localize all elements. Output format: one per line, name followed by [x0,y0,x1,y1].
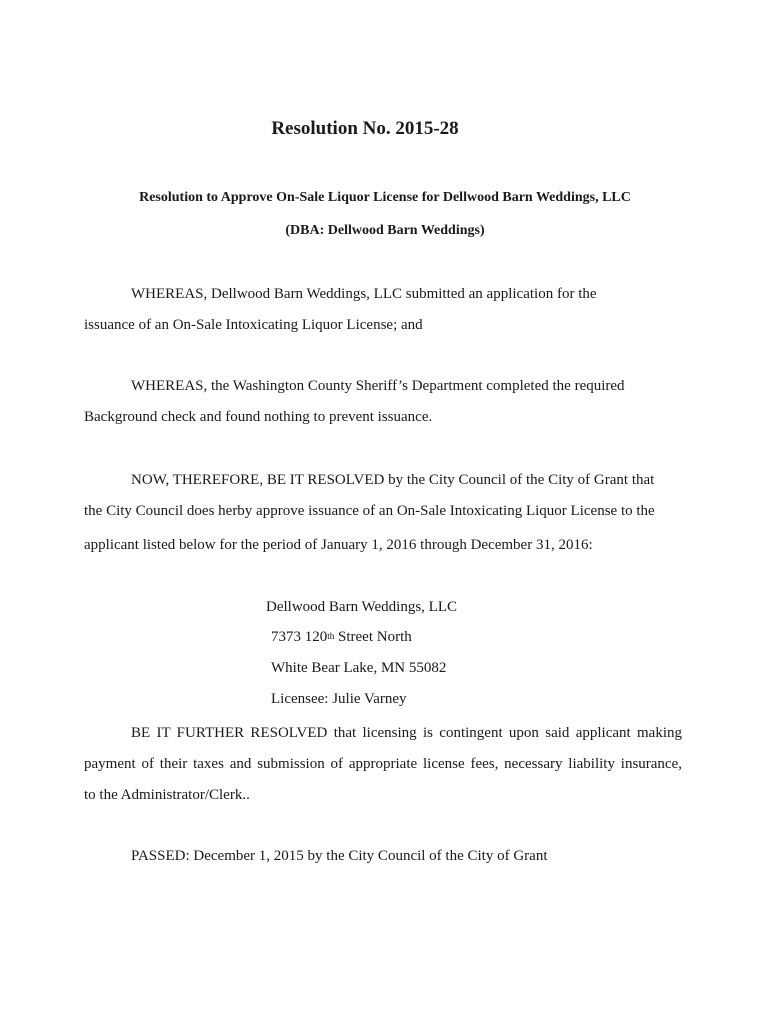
resolution-title: Resolution No. 2015-28 [271,118,459,139]
applicant-city: White Bear Lake, MN 55082 [271,660,447,676]
dba-line: (DBA: Dellwood Barn Weddings) [285,223,485,238]
applicant-name: Dellwood Barn Weddings, LLC [266,599,457,615]
whereas1-line2: issuance of an On-Sale Intoxicating Liquor License; and [84,317,423,333]
whereas2-line1: WHEREAS, the Washington County Sheriff’s Department completed the required [131,378,625,394]
applicant-licensee: Licensee: Julie Varney [271,691,407,707]
passed-line: PASSED: December 1, 2015 by the City Council of the City of Grant [131,848,548,864]
street-rest: Street North [334,629,412,645]
further-line1: BE IT FURTHER RESOLVED that licensing is contingent upon said applicant making [131,725,682,741]
resolved-line1: NOW, THEREFORE, BE IT RESOLVED by the City Council of the City of Grant that [131,472,655,488]
resolved-line2: the City Council does herby approve issuance of an On-Sale Intoxicating Liquor License to the [84,503,655,519]
whereas1-line1: WHEREAS, Dellwood Barn Weddings, LLC submitted an application for the [131,286,597,302]
further-line3: to the Administrator/Clerk.. [84,787,250,803]
street-ordinal: th [327,631,335,641]
further-line2: payment of their taxes and submission of appropriate license fees, necessary liability insurance, [84,756,682,772]
street-number: 7373 120 [271,629,328,645]
applicant-street [271,628,412,646]
resolved-line3: applicant listed below for the period of January 1, 2016 through December 31, 2016: [84,537,593,553]
whereas2-line2: Background check and found nothing to prevent issuance. [84,409,433,425]
resolution-subtitle: Resolution to Approve On-Sale Liquor License for Dellwood Barn Weddings, LLC [139,190,631,205]
